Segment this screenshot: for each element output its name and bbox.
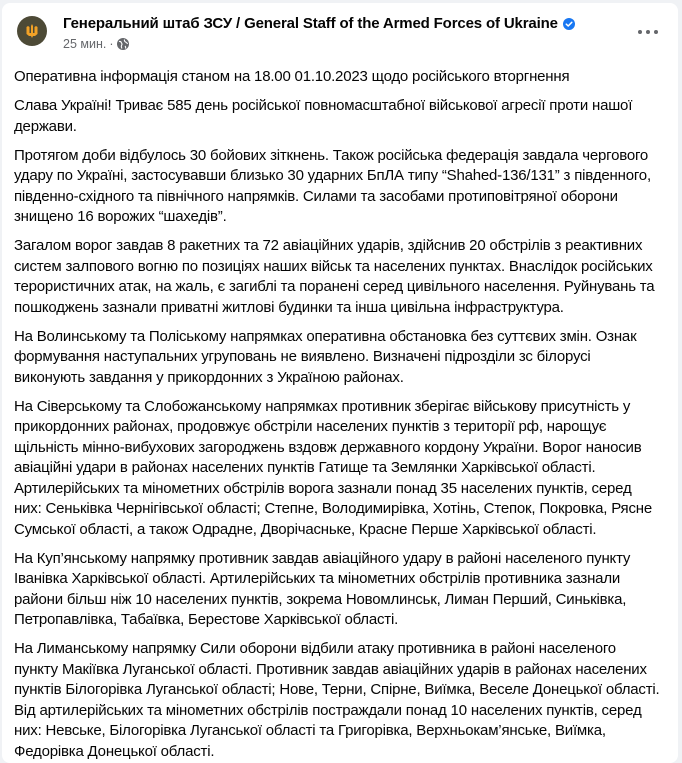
post-paragraph-title: Оперативна інформація станом на 18.00 01.10.2023 щодо російського вторгнення <box>14 68 570 85</box>
post-header <box>2 3 678 55</box>
post-paragraph: На Лиманському напрямку Сили оборони відбили атаку противника в районі населеного пункту Макіївка Луганської області. Противник завдав авіаційних ударів в районах населених пунктів Білогорівка Луганської області; Нове, Терни, Спірне, Виїмка, Веселе Донецької області. Від артилерійських та мінометних обстрілів постраждали понад 10 населених пунктів, серед них: Невське, Білогорівка Луганської області та Григорівка, Верхньокам’янське, Виїмка, Федорівка Донецької області. <box>14 640 660 760</box>
post-paragraph: На Куп’янському напрямку противник завдав авіаційного удару в районі населеного пункту Іванівка Харківської області. Артилерійських та мінометних обстрілів противника зазнали райони більш ніж 10 населених пунктів, зокрема Новомлинськ, Лиман Перший, Синьківка, Петропавлівка, Табаївка, Берестове Харківської області. <box>14 549 631 628</box>
post-paragraph: Слава Україні! Триває 585 день російської повномасштабної військової агресії проти нашої держави. <box>14 97 633 135</box>
more-options-button[interactable] <box>638 27 658 37</box>
globe-icon <box>117 38 129 50</box>
post-paragraph: Протягом доби відбулось 30 бойових зіткнень. Також російська федерація завдала чергового удару по Україні, застосувавши близько 30 ударних БпЛА типу “Shahed-136/131” з південного, південно-східного та північного напрямків. Силами та засобами протиповітряної оборони знищено 16 ворожих “шахедів”. <box>14 146 651 225</box>
author-name-text[interactable]: Генеральний штаб ЗСУ / General Staff of the Armed Forces of Ukraine <box>63 15 558 32</box>
avatar[interactable] <box>17 16 47 46</box>
post-card <box>2 3 678 763</box>
trident-icon <box>26 24 38 38</box>
more-options-icon-dot <box>638 30 642 34</box>
post-paragraph: Загалом ворог завдав 8 ракетних та 72 авіаційних ударів, здійснив 20 обстрілів з реактивних систем залпового вогню по позиціях наших військ та населених пунктах. Внаслідок російських терористичних атак, на жаль, є загиблі та поранені серед цивільного населення. Руйнувань та пошкоджень зазнали приватні житлові будинки та інша цивільна інфраструктура. <box>14 237 655 316</box>
post-paragraph: На Сіверському та Слобожанському напрямках противник зберігає військову присутність у прикордонних районах, продовжує обстріли населених пунктів з території рф, нарощує щільність мінно-вибухових загороджень вздовж державного кордону України. Ворог наносив авіаційні удари в районах населених пунктів Гатище та Землянки Харківської області. Артилерійських та мінометних обстрілів ворога зазнали понад 35 населених пунктів, серед них: Сеньківка Чернігівської області; Степне, Володимирівка, Хотінь, Степок, Покровка, Рясне Сумської області, а також Одрадне, Дворічаснькe, Красне Перше Харківської області. <box>14 397 652 538</box>
post-meta <box>63 37 129 51</box>
meta-separator: · <box>109 37 114 51</box>
more-options-icon-dot <box>646 30 650 34</box>
post-paragraph: На Волинському та Поліському напрямках оперативна обстановка без суттєвих змін. Ознак формування наступальних угруповань не виявлено. Визначені підрозділи зс білорусі виконують завдання у прикордонних з Україною районах. <box>14 327 637 386</box>
verified-badge-icon <box>563 18 575 30</box>
more-options-icon-dot <box>654 30 658 34</box>
author-name[interactable] <box>63 15 575 32</box>
timestamp[interactable]: 25 мин. <box>63 37 107 51</box>
post-body <box>2 55 678 762</box>
